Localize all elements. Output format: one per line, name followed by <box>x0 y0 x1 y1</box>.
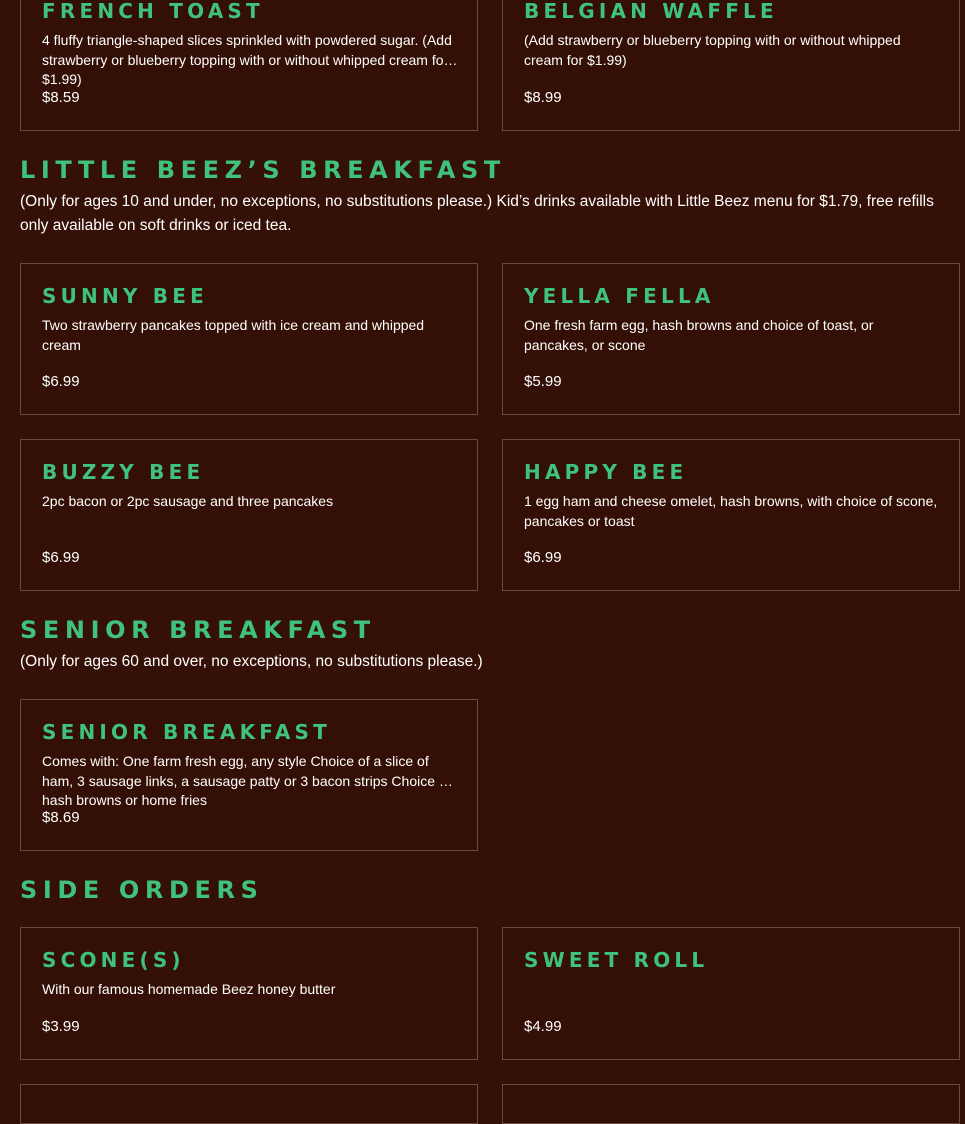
menu-item-name: SWEET ROLL <box>524 948 709 972</box>
section-note-senior: (Only for ages 60 and over, no exceptions, no substitutions please.) <box>20 653 483 670</box>
menu-item-description: 4 fluffy triangle-shaped slices sprinkled with powdered sugar. (Add strawberry or blueberry topping with or without whipped cream for $1.99) <box>42 32 452 87</box>
menu-item-card[interactable] <box>20 927 478 1060</box>
menu-item-card[interactable] <box>502 0 960 131</box>
section-title-side-orders: SIDE ORDERS <box>20 876 264 904</box>
menu-item-description: (Add strawberry or blueberry topping with or without whipped cream for $1.99) <box>524 32 901 68</box>
menu-item-description: 1 egg ham and cheese omelet, hash browns, with choice of scone, pancakes or toast <box>524 493 938 529</box>
menu-item-description: 2pc bacon or 2pc sausage and three pancakes <box>42 493 334 509</box>
menu-item-card[interactable] <box>502 263 960 415</box>
menu-item-name: SCONE(S) <box>42 948 185 972</box>
menu-item-description: One fresh farm egg, hash browns and choice of toast, or pancakes, or scone <box>524 317 874 353</box>
section-note-little-beez: (Only for ages 10 and under, no exceptions, no substitutions please.) Kid’s drinks available with Little Beez menu for $1.79, free refills only available on soft drinks or iced tea. <box>20 193 934 234</box>
menu-item-price: $4.99 <box>524 1018 562 1035</box>
menu-item-name: YELLA FELLA <box>524 284 715 308</box>
menu-item-name: BUZZY BEE <box>42 460 205 484</box>
menu-item-price: $8.99 <box>524 89 562 106</box>
menu-item-description: With our famous homemade Beez honey butter <box>42 981 336 997</box>
menu-item-price: $8.69 <box>42 809 80 826</box>
menu-item-name: SUNNY BEE <box>42 284 208 308</box>
menu-item-card[interactable] <box>502 927 960 1060</box>
menu-item-name: SENIOR BREAKFAST <box>42 720 331 744</box>
menu-item-price: $6.99 <box>42 373 80 390</box>
menu-item-card[interactable] <box>20 699 478 851</box>
menu-item-price: $6.99 <box>524 549 562 566</box>
menu-item-card[interactable] <box>20 0 478 131</box>
menu-item-price: $3.99 <box>42 1018 80 1035</box>
menu-item-price: $8.59 <box>42 89 80 106</box>
menu-item-card[interactable] <box>20 439 478 591</box>
section-title-senior: SENIOR BREAKFAST <box>20 616 376 644</box>
menu-item-name: FRENCH TOAST <box>42 0 264 23</box>
menu-item-card[interactable] <box>20 263 478 415</box>
menu-item-price: $6.99 <box>42 549 80 566</box>
menu-item-price: $5.99 <box>524 373 562 390</box>
menu-item-name: HAPPY BEE <box>524 460 688 484</box>
menu-item-description: Comes with: One farm fresh egg, any style Choice of a slice of ham, 3 sausage links, a sausage patty or 3 bacon strips Choice of hash browns or home fries <box>42 753 451 808</box>
menu-item-card[interactable] <box>502 439 960 591</box>
section-title-little-beez: LITTLE BEEZ’S BREAKFAST <box>20 156 506 184</box>
menu-item-card-partial[interactable] <box>502 1084 960 1124</box>
menu-item-name: BELGIAN WAFFLE <box>524 0 778 23</box>
menu-item-description: Two strawberry pancakes topped with ice cream and whipped cream <box>42 317 425 353</box>
menu-item-card-partial[interactable] <box>20 1084 478 1124</box>
